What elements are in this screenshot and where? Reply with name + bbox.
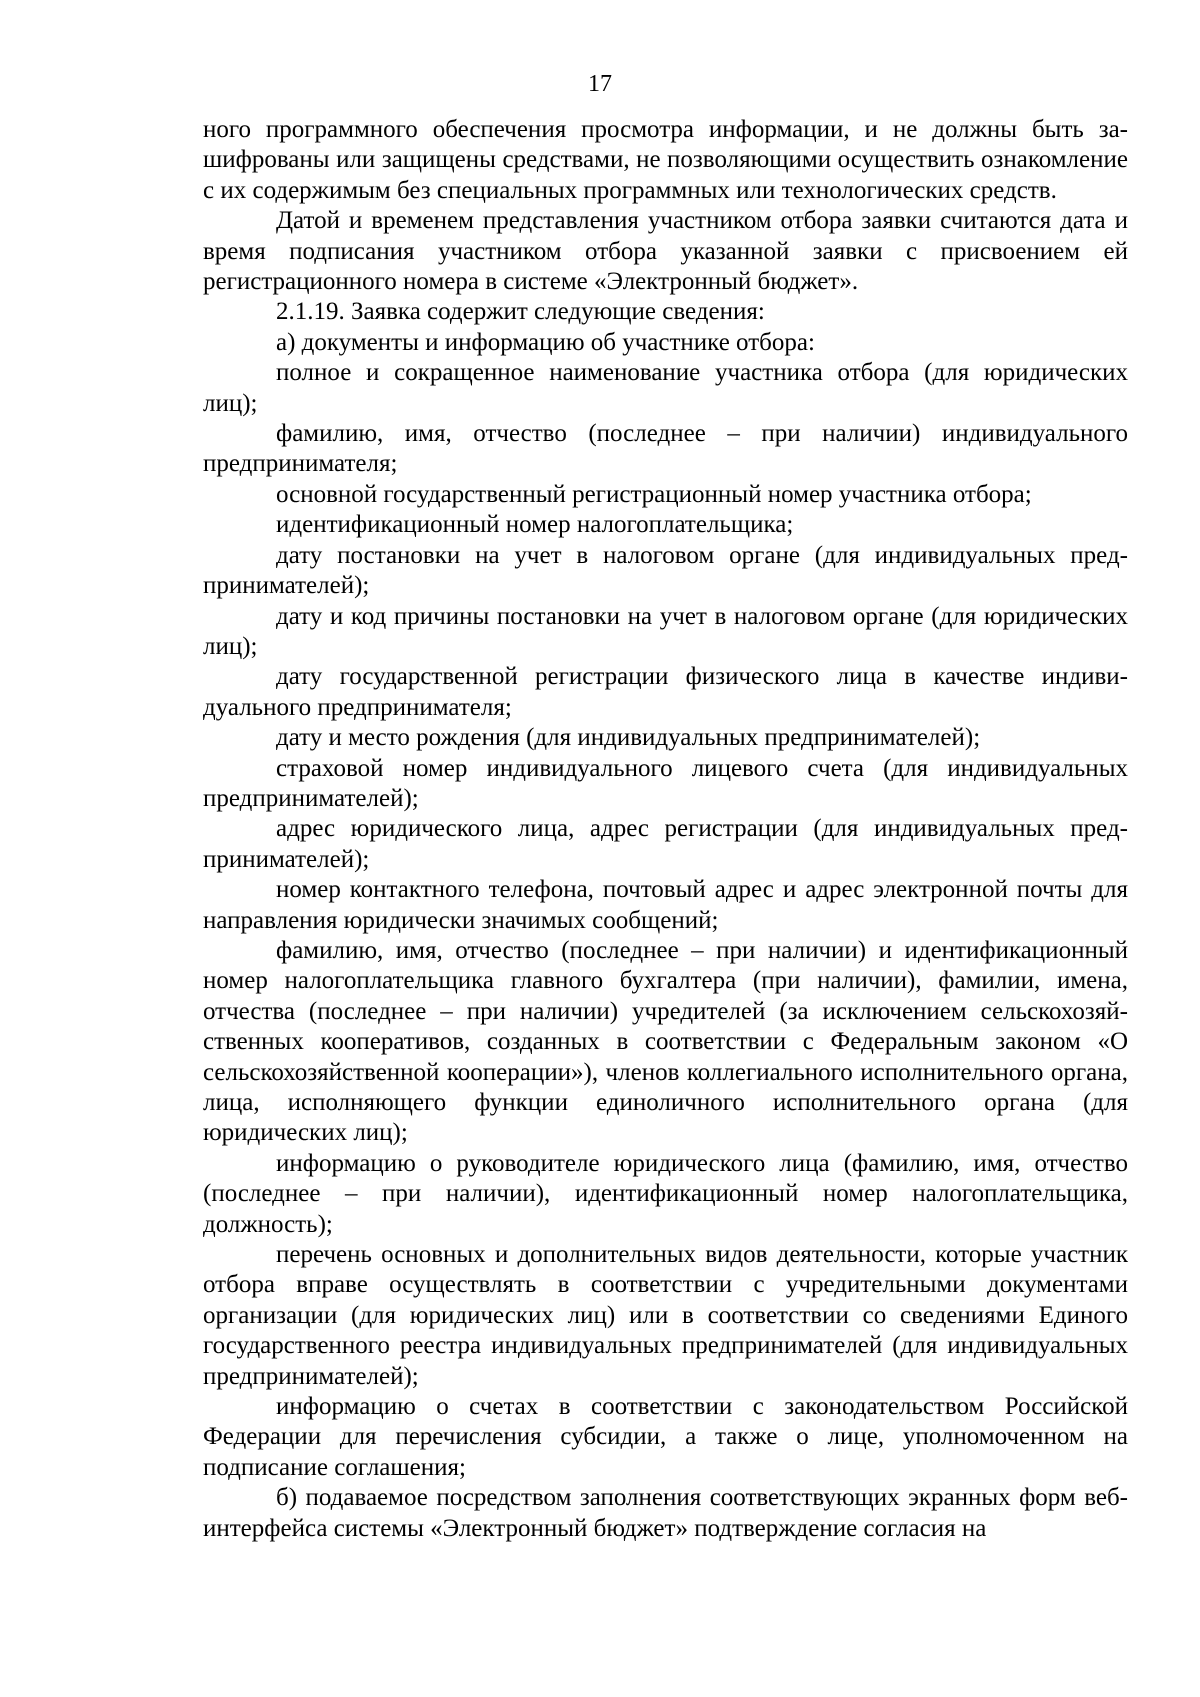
paragraph-director: информацию о руководителе юридического лица (фамилию, имя, отчество (последнее – при наличии), идентификационный номер налогоплательщика, должность); xyxy=(203,1149,1128,1238)
paragraph-accounts: информацию о счетах в соответствии с законодательством Российской Федерации для перечисления субсидии, а также о лице, уполномоченном на подписание соглашения; xyxy=(203,1393,1128,1481)
paragraph-item-b: б) подаваемое посредством заполнения соответствующих экранных форм веб-интерфейса системы «Электронный бюджет» подтверждение согласия на xyxy=(203,1484,1128,1542)
paragraph-activities: перечень основных и дополнительных видов деятельности, которые участник отбора вправе осуществлять в соответствии с учредительными документами организации (для юридических лиц) или в соответствии со сведениями Единого государственного реестра индивидуальных предпринимателей (для индивидуальных предпринимателей); xyxy=(203,1241,1128,1390)
paragraph-ogrn: основной государственный регистрационный номер участника отбора; xyxy=(276,480,1032,508)
paragraph-birth: дату и место рождения (для индивидуальных предпринимателей); xyxy=(276,724,981,752)
document-body xyxy=(203,115,1128,1544)
paragraph-full-name: полное и сокращенное наименование участника отбора (для юридических лиц); xyxy=(203,359,1128,417)
paragraph-address: адрес юридического лица, адрес регистрации (для индивидуальных предпринимателей); xyxy=(203,815,1128,873)
paragraph-continuation: ного программного обеспечения просмотра информации, и не должны быть зашифрованы или защищены средствами, не позволяющими осуществить ознакомление с их содержимым без специальных программных или технологических средств. xyxy=(203,116,1128,204)
paragraph-fio: фамилию, имя, отчество (последнее – при наличии) индивидуального предпринимателя; xyxy=(203,420,1128,478)
page-number: 17 xyxy=(588,71,612,97)
paragraph-founders: фамилию, имя, отчество (последнее – при наличии) и идентификационный номер налогоплательщика главного бухгалтера (при наличии), фамилии, имена, отчества (последнее – при наличии) учредителей (за исключением сельскохозяйственных кооперативов, созданных в соответствии с Федеральным законом «О сельскохозяйственной кооперации»), членов коллегиального исполнительного органа, лица, исполняющего функции единоличного исполнительного органа (для юридических лиц); xyxy=(203,936,1128,1147)
paragraph-snils: страховой номер индивидуального лицевого счета (для индивидуальных предпринимателей); xyxy=(203,754,1128,812)
paragraph-kpp: дату и код причины постановки на учет в налоговом органе (для юридических лиц); xyxy=(203,602,1128,660)
paragraph-tax-registration-date: дату постановки на учет в налоговом органе (для индивидуальных предпринимателей); xyxy=(203,541,1128,600)
paragraph-submission-date: Датой и временем представления участником отбора заявки считаются дата и время подписания участником отбора указанной заявки с присвоением ей регистрационного номера в системе «Электронный бюджет». xyxy=(203,207,1128,296)
paragraph-item-a: а) документы и информацию об участнике отбора: xyxy=(276,328,815,356)
paragraph-section-heading: 2.1.19. Заявка содержит следующие сведения: xyxy=(276,298,765,326)
paragraph-inn: идентификационный номер налогоплательщика; xyxy=(276,511,794,539)
paragraph-contacts: номер контактного телефона, почтовый адрес и адрес электронной почты для направления юридически значимых сообщений; xyxy=(203,876,1128,934)
paragraph-state-registration-date: дату государственной регистрации физического лица в качестве индивидуального предпринимателя; xyxy=(203,663,1128,721)
